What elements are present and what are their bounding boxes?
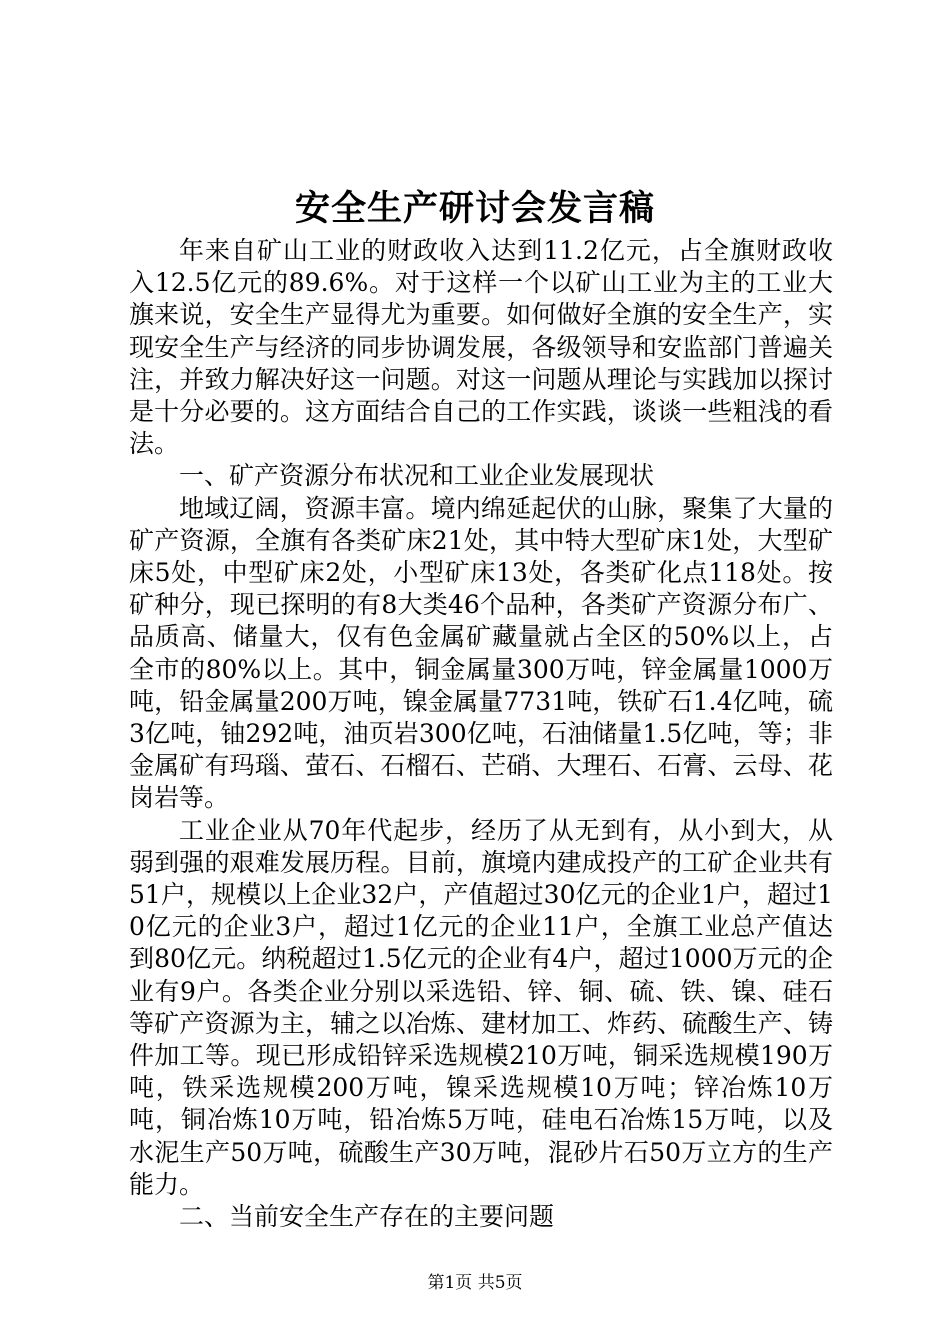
document-title: 安全生产研讨会发言稿 [294, 189, 655, 229]
document-body [129, 235, 833, 1233]
page-footer: 第1页 共5页 [427, 1273, 523, 1293]
paragraph-intro: 年来自矿山工业的财政收入达到11.2亿元，占全旗财政收入12.5亿元的89.6%。对于这样一个以矿山工业为主的工业大旗来说，安全生产显得尤为重要。如何做好全旗的安全生产，实现安全生产与经济的同步协调发展，各级领导和安监部门普遍关注，并致力解决好这一问题。对这一问题从理论与实践加以探讨是十分必要的。这方面结合自己的工作实践，谈谈一些粗浅的看法。 [129, 236, 833, 459]
paragraph-enterprises: 工业企业从70年代起步，经历了从无到有，从小到大，从弱到强的艰难发展历程。目前，旗境内建成投产的工矿企业共有51户，规模以上企业32户，产值超过30亿元的企业1户，超过10亿元的企业3户，超过1亿元的企业11户，全旗工业总产值达到80亿元。纳税超过1.5亿元的企业有4户，超过1000万元的企业有9户。各类企业分别以采选铅、锌、铜、硫、铁、镍、硅石等矿产资源为主，辅之以冶炼、建材加工、炸药、硫酸生产、铸件加工等。现已形成铅锌采选规模210万吨，铜采选规模190万吨，铁采选规模200万吨，镍采选规模10万吨；锌冶炼10万吨，铜冶炼10万吨，铅冶炼5万吨，硅电石冶炼15万吨，以及水泥生产50万吨，硫酸生产30万吨，混砂片石50万立方的生产能力。 [129, 815, 833, 1199]
paragraph-resources: 地域辽阔，资源丰富。境内绵延起伏的山脉，聚集了大量的矿产资源，全旗有各类矿床21处，其中特大型矿床1处，大型矿床5处，中型矿床2处，小型矿床13处，各类矿化点118处。按矿种分，现已探明的有8大类46个品种，各类矿产资源分布广、品质高、储量大，仅有色金属矿藏量就占全区的50%以上，占全市的80%以上。其中，铜金属量300万吨，锌金属量1000万吨，铅金属量200万吨，镍金属量7731吨，铁矿石1.4亿吨，硫3亿吨，铀292吨，油页岩300亿吨，石油储量1.5亿吨，等；非金属矿有玛瑙、萤石、石榴石、芒硝、大理石、石膏、云母、花岗岩等。 [129, 493, 833, 813]
section-heading-2: 二、当前安全生产存在的主要问题 [179, 1202, 555, 1232]
section-heading-1: 一、矿产资源分布状况和工业企业发展现状 [179, 461, 655, 491]
